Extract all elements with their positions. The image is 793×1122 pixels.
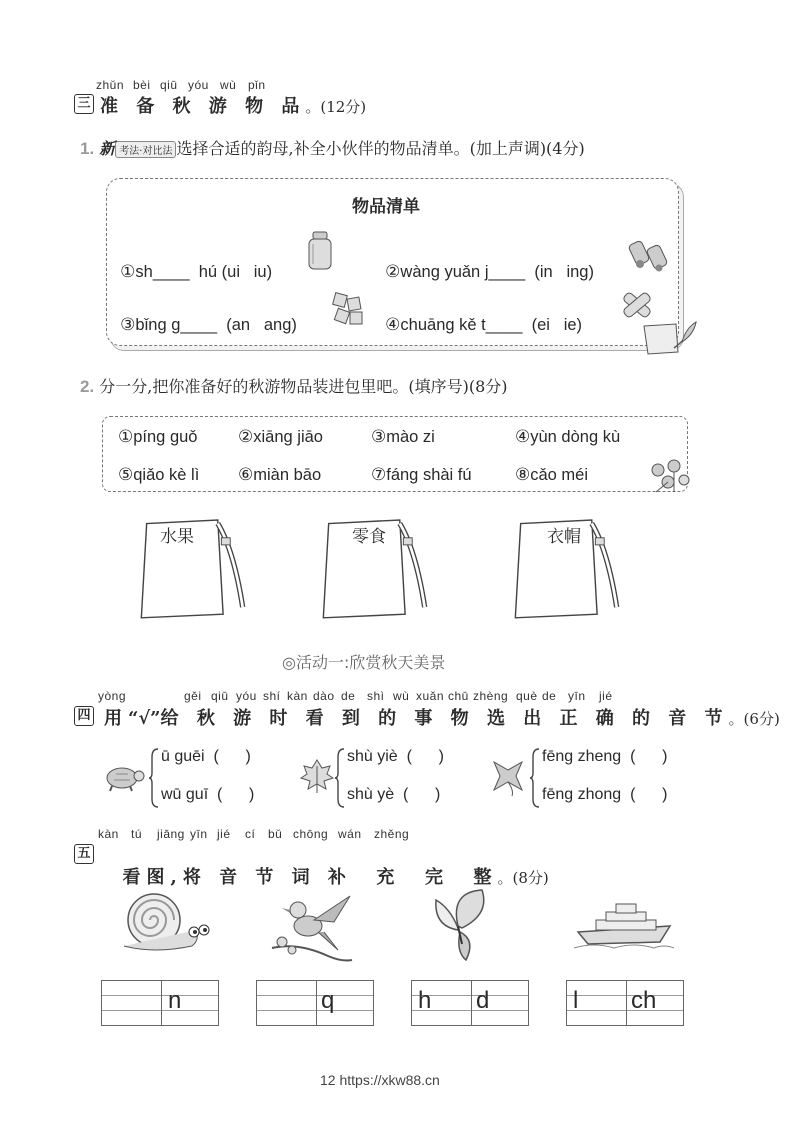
pinyin: qiū — [211, 689, 229, 703]
grid-letter: h — [418, 987, 432, 1014]
item-mark: ① — [120, 262, 136, 282]
brace-icon — [334, 747, 346, 809]
item-text: wàng yuǎn j____ (in ing) — [400, 263, 594, 281]
item-mark: ⑤ — [118, 465, 134, 485]
thermos-icon — [305, 230, 335, 272]
section4-title — [104, 704, 780, 730]
section-title-text: 看图,将 音 节 词 补 充 完 整 — [122, 867, 498, 888]
grid-letter: q — [321, 987, 335, 1014]
bird-icon — [268, 886, 358, 968]
item-text: bǐng g____ (an ang) — [135, 316, 297, 334]
grid-divider — [316, 981, 317, 1025]
item-mark: ④ — [515, 427, 531, 447]
kite-icon — [488, 756, 530, 798]
list-item — [376, 243, 594, 282]
item-mark: ③ — [120, 315, 136, 335]
pinyin: chū — [448, 689, 469, 703]
item-text: yùn dòng kù — [530, 428, 621, 446]
pinyin: tú — [131, 827, 143, 841]
grid-letter: ch — [631, 987, 657, 1014]
pinyin: de — [341, 689, 356, 703]
option-item — [238, 427, 323, 447]
grid-divider — [471, 981, 472, 1025]
option-item — [118, 427, 197, 447]
pinyin: gěi — [184, 689, 202, 703]
pinyin: kàn — [98, 827, 119, 841]
box-title: 物品清单 — [352, 197, 420, 217]
question-number: 1. — [80, 139, 95, 158]
item-text: mào zi — [386, 428, 435, 446]
syllable-option[interactable]: fēng zhong ( ) — [542, 786, 668, 803]
item-mark: ⑧ — [515, 465, 531, 485]
section5-title — [98, 842, 549, 889]
item-text: fáng shài fú — [386, 466, 472, 484]
item-mark: ④ — [385, 315, 401, 335]
grid-line — [102, 995, 218, 996]
option-item — [371, 465, 472, 485]
pinyin: zhǔn — [96, 78, 125, 92]
option-item — [371, 427, 435, 447]
pinyin: jié — [599, 689, 613, 703]
item-text: cǎo méi — [530, 466, 589, 484]
section-number-badge: 四 — [74, 706, 94, 726]
section3-title — [100, 92, 366, 118]
activity-heading: ◎活动一:欣赏秋天美景 — [282, 653, 446, 672]
question2-header — [80, 374, 508, 397]
leaf-icon — [300, 758, 334, 794]
pinyin: pǐn — [248, 78, 266, 92]
syllable-option[interactable]: fēng zheng ( ) — [542, 748, 668, 765]
syllable-option[interactable]: shù yè ( ) — [347, 786, 441, 803]
item-text: sh____ hú (ui iu) — [135, 263, 273, 281]
pinyin: jié — [217, 827, 231, 841]
pinyin: cí — [245, 827, 256, 841]
pinyin: kàn — [287, 689, 308, 703]
pinyin: bèi — [133, 78, 151, 92]
snail-icon — [114, 890, 210, 956]
option-item — [515, 427, 620, 447]
syllable-option[interactable]: ū guēi ( ) — [161, 748, 251, 765]
syllable-option[interactable]: shù yiè ( ) — [347, 748, 444, 765]
butterfly-icon — [428, 888, 494, 964]
section5-pinyin — [98, 827, 428, 841]
section-title-text: 准 备 秋 游 物 品 — [100, 96, 306, 117]
cookies-icon — [330, 290, 366, 326]
grid-line — [567, 995, 683, 996]
writing-grid[interactable] — [256, 980, 374, 1026]
question-text: 选择合适的韵母,补全小伙伴的物品清单。(加上声调)(4分) — [176, 139, 585, 158]
pinyin: yóu — [236, 689, 257, 703]
writing-grid[interactable] — [101, 980, 219, 1026]
item-text: qiǎo kè lì — [133, 466, 200, 484]
list-item — [376, 296, 582, 335]
question-text: 分一分,把你准备好的秋游物品装进包里吧。(填序号)(8分) — [99, 377, 508, 396]
section-score: 。(6分) — [728, 710, 780, 728]
pinyin: yīn — [190, 827, 208, 841]
pinyin: zhèng — [473, 689, 509, 703]
item-mark: ③ — [371, 427, 387, 447]
pinyin: wù — [220, 78, 237, 92]
section-title-text: 用 — [104, 708, 128, 729]
section-number-badge: 五 — [74, 844, 94, 864]
pinyin: què — [516, 689, 538, 703]
question-number: 2. — [80, 377, 95, 396]
section-number-badge: 三 — [74, 94, 94, 114]
pinyin: bǔ — [268, 827, 283, 841]
grid-line — [257, 1010, 373, 1011]
list-item — [111, 296, 297, 335]
binoculars-icon — [628, 236, 672, 272]
bandage-icon — [618, 288, 656, 322]
item-text: píng guǒ — [133, 428, 198, 446]
list-item — [111, 243, 272, 282]
pinyin: yóu — [188, 78, 209, 92]
leaf-scroll-decoration-icon — [638, 318, 700, 358]
bag-label: 衣帽 — [547, 527, 581, 547]
pinyin: yòng — [98, 689, 127, 703]
grid-line — [567, 1010, 683, 1011]
item-mark: ⑥ — [238, 465, 254, 485]
new-tag: 新 — [99, 139, 116, 158]
pinyin: yīn — [568, 689, 586, 703]
turtle-icon — [100, 762, 146, 794]
pinyin: shí — [263, 689, 281, 703]
grid-letter: l — [573, 987, 579, 1014]
syllable-option[interactable]: wū guī ( ) — [161, 786, 255, 803]
flowers-icon — [646, 456, 694, 496]
item-mark: ⑦ — [371, 465, 387, 485]
pinyin: qiū — [160, 78, 178, 92]
bag-label: 零食 — [352, 527, 386, 547]
option-item — [515, 465, 588, 485]
pinyin: zhěng — [374, 827, 410, 841]
section-score: 。(8分) — [497, 869, 549, 887]
option-item — [118, 465, 199, 485]
item-mark: ② — [238, 427, 254, 447]
section-title-text: 给 秋 游 时 看 到 的 事 物 选 出 正 确 的 音 节 — [160, 708, 729, 729]
brace-icon — [148, 747, 160, 809]
pinyin: dào — [313, 689, 335, 703]
bag-label: 水果 — [160, 527, 194, 547]
grid-divider — [161, 981, 162, 1025]
grid-line — [257, 995, 373, 996]
writing-grid[interactable] — [411, 980, 529, 1026]
pinyin: jiāng — [157, 827, 185, 841]
item-text: xiāng jiāo — [253, 428, 323, 446]
grid-letter: d — [476, 987, 490, 1014]
grid-letter: n — [168, 987, 182, 1014]
item-text: miàn bāo — [253, 466, 322, 484]
section4-pinyin — [98, 689, 638, 703]
checkmark-quote: “√” — [128, 708, 161, 729]
pinyin: wù — [393, 689, 410, 703]
grid-line — [102, 1010, 218, 1011]
brace-icon — [529, 747, 541, 809]
pinyin: chōng — [293, 827, 329, 841]
option-item — [238, 465, 321, 485]
page-footer: 12 https://xkw88.cn — [320, 1072, 440, 1088]
writing-grid[interactable] — [566, 980, 684, 1026]
pinyin: wán — [338, 827, 362, 841]
pinyin: shì — [367, 689, 385, 703]
section-score: 。(12分) — [305, 98, 367, 116]
question1-header — [80, 136, 585, 159]
grid-divider — [626, 981, 627, 1025]
pinyin: xuǎn — [416, 689, 445, 703]
question-tag: 考法·对比法 — [115, 141, 176, 158]
pinyin: de — [542, 689, 557, 703]
item-mark: ② — [385, 262, 401, 282]
ship-icon — [574, 896, 674, 950]
item-mark: ① — [118, 427, 134, 447]
item-text: chuāng kě t____ (ei ie) — [400, 316, 583, 334]
